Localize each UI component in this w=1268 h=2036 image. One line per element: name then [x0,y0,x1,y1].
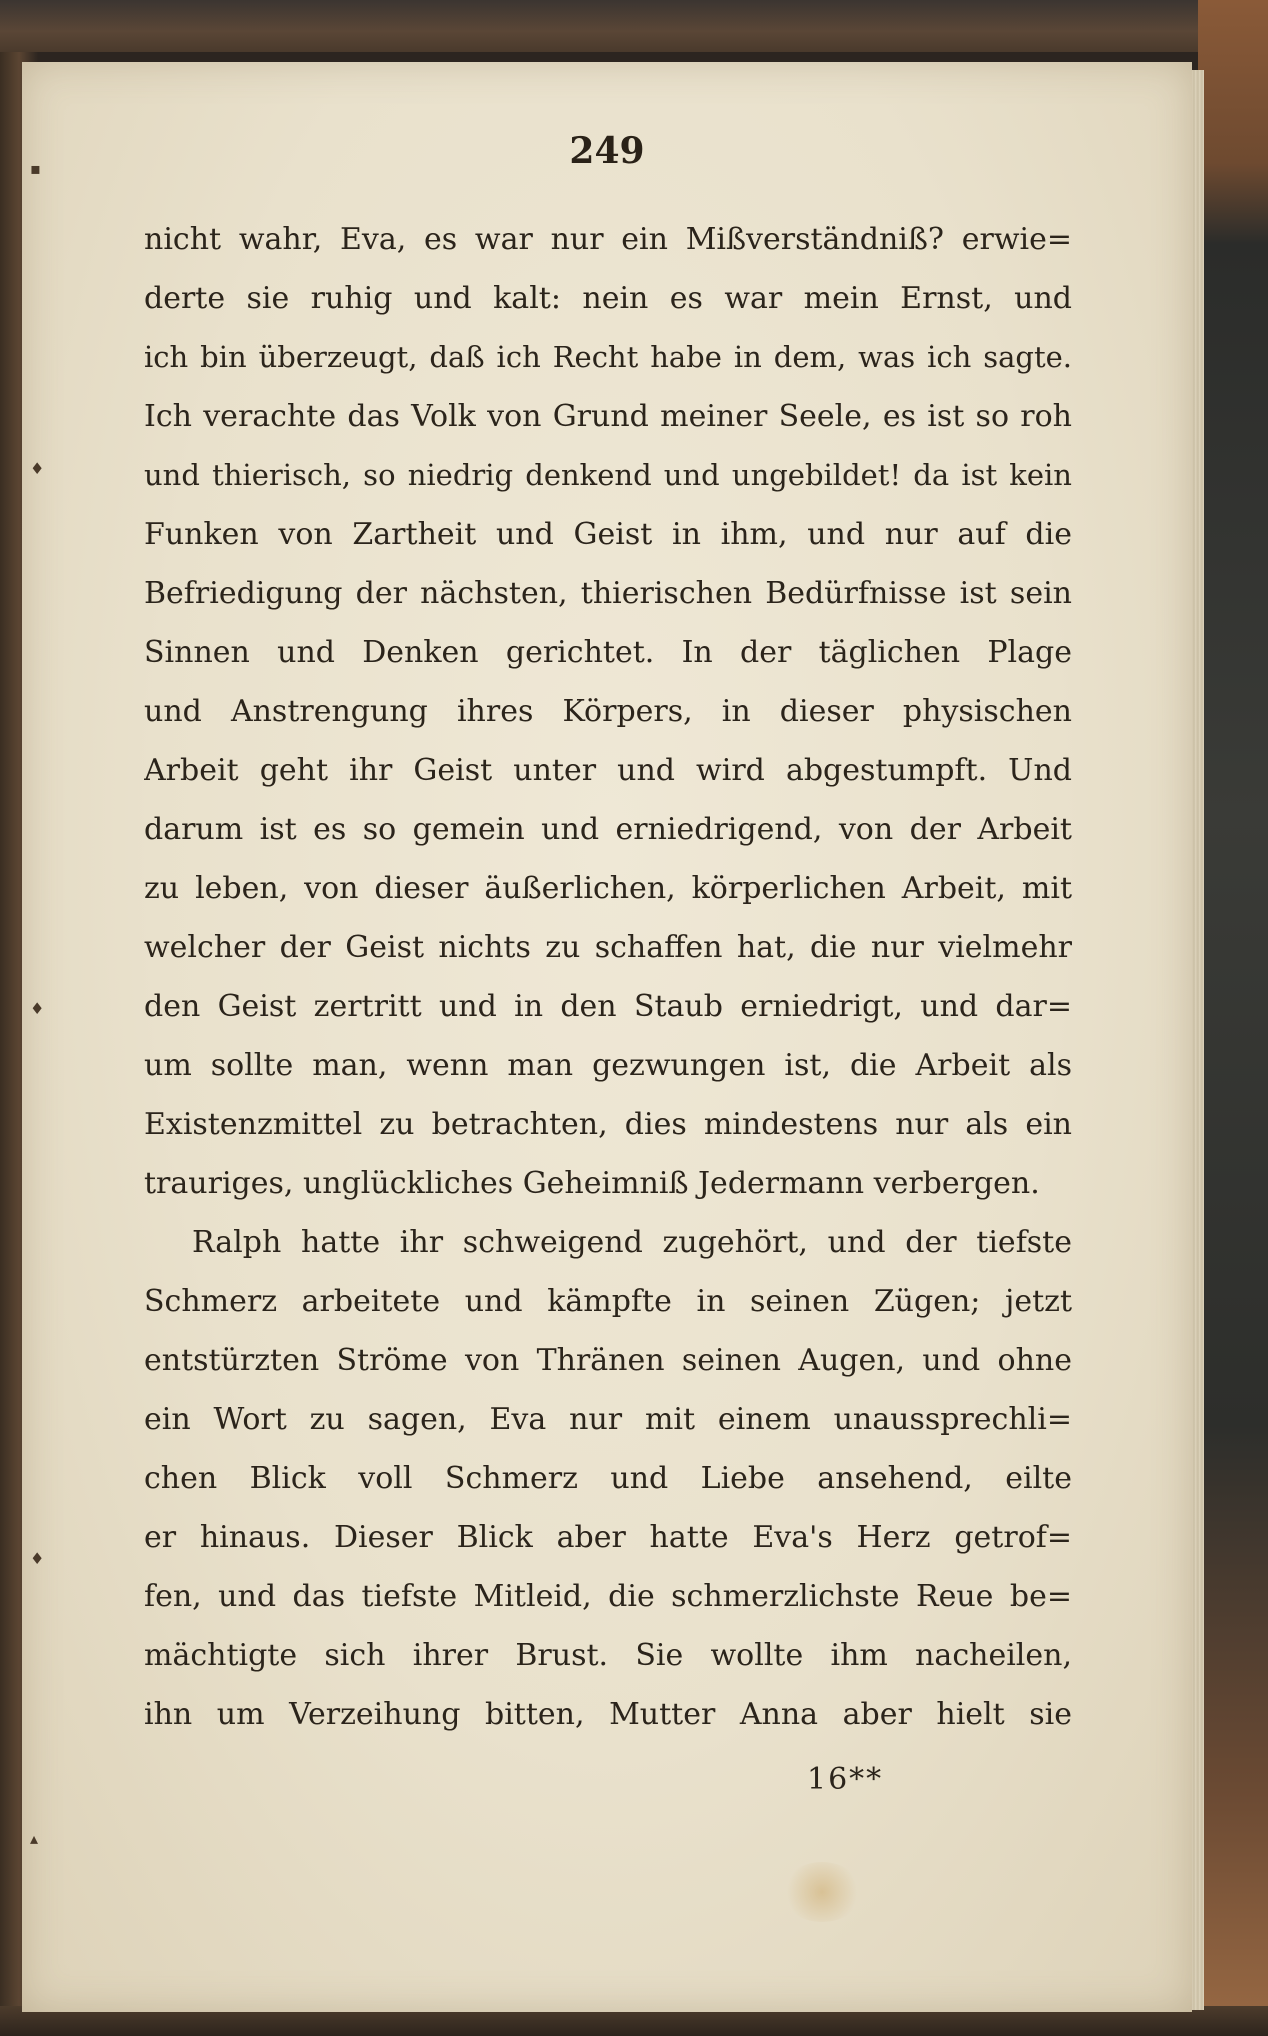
text-line: ihn um Verzeihung bitten, Mutter Anna aber hielt sie [144,1697,1072,1732]
text-line: trauriges, unglückliches Geheimniß Jedermann verbergen. [144,1166,1040,1201]
page-number: 249 [569,130,645,172]
paper-stain [782,1862,862,1922]
text-line: und Anstrengung ihres Körpers, in dieser physischen [144,694,1072,729]
text-line: den Geist zertritt und in den Staub erniedrigt, und dar= [144,989,1072,1024]
text-line: fen, und das tiefste Mitleid, die schmerzlichste Reue be= [144,1579,1072,1614]
text-line: derte sie ruhig und kalt: nein es war mein Ernst, und [144,281,1072,316]
text-line: Schmerz arbeitete und kämpfte in seinen Zügen; jetzt [144,1284,1072,1319]
text-line: um sollte man, wenn man gezwungen ist, die Arbeit als [144,1048,1072,1083]
text-line: darum ist es so gemein und erniedrigend, von der Arbeit [144,812,1072,847]
text-line: und thierisch, so niedrig denkend und ungebildet! da ist kein [144,458,1072,492]
text-line: zu leben, von dieser äußerlichen, körperlichen Arbeit, mit [144,871,1072,906]
printer-signature-mark: 16** [807,1762,884,1797]
text-line: Sinnen und Denken gerichtet. In der täglichen Plage [144,635,1072,670]
text-line: Ich verachte das Volk von Grund meiner Seele, es ist so roh [144,399,1072,434]
text-line: ich bin überzeugt, daß ich Recht habe in dem, was ich sagte. [144,340,1072,374]
text-line: Ralph hatte ihr schweigend zugehört, und der tiefste [192,1225,1072,1260]
binding-thread-mark: ♦ [30,999,45,1018]
binding-thread-mark: ♦ [30,459,45,478]
text-line: ein Wort zu sagen, Eva nur mit einem unaussprechli= [144,1402,1072,1437]
text-line: Arbeit geht ihr Geist unter und wird abgestumpft. Und [144,753,1072,788]
text-line: er hinaus. Dieser Blick aber hatte Eva's Herz getrof= [144,1520,1072,1555]
text-line: Funken von Zartheit und Geist in ihm, und nur auf die [144,517,1072,552]
book-cover-top [0,0,1268,52]
book-cover-right [1198,0,1268,2036]
binding-thread-mark: ▴ [30,1829,39,1848]
body-text [144,210,1072,1744]
text-line: welcher der Geist nichts zu schaffen hat, die nur vielmehr [144,930,1072,965]
text-line: Existenzmittel zu betrachten, dies mindestens nur als ein [144,1107,1072,1142]
binding-thread-mark: ♦ [30,1549,45,1568]
text-line: entstürzten Ströme von Thränen seinen Augen, und ohne [144,1343,1072,1378]
book-page [22,62,1192,2012]
text-line: nicht wahr, Eva, es war nur ein Mißverständniß? erwie= [144,222,1072,257]
text-line: Befriedigung der nächsten, thierischen Bedürfnisse ist sein [144,576,1072,611]
text-line: mächtigte sich ihrer Brust. Sie wollte ihm nacheilen, [144,1638,1072,1673]
text-line: chen Blick voll Schmerz und Liebe ansehend, eilte [144,1461,1072,1496]
binding-thread-mark: ▪ [30,159,41,178]
